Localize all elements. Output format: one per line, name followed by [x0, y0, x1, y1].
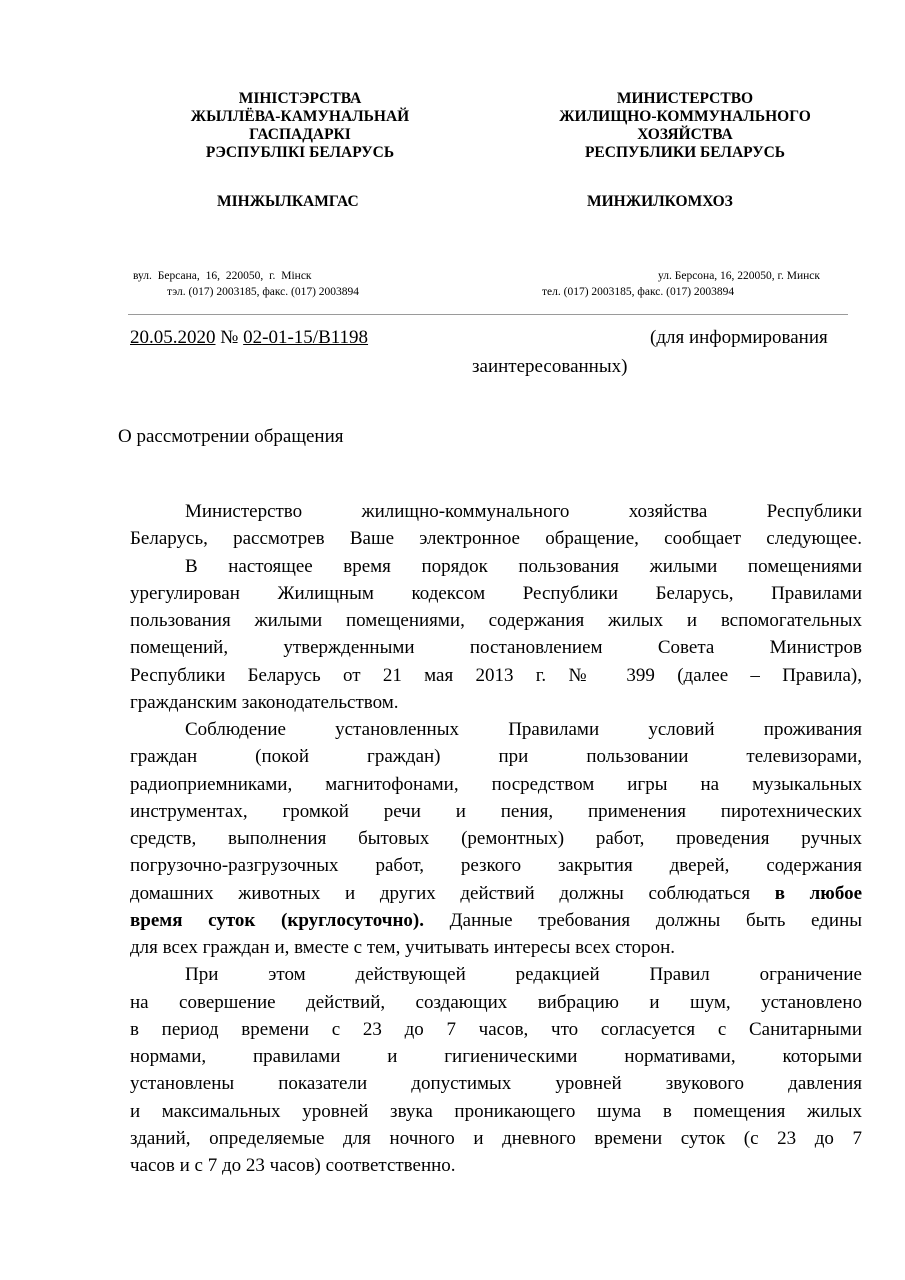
body-line: и максимальных уровней звука проникающего шума в помещения жилых	[130, 1100, 862, 1122]
body-line: радиоприемниками, магнитофонами, посредством игры на музыкальных	[130, 773, 862, 795]
header-by-line: МІНІСТЭРСТВА	[238, 90, 362, 107]
address-belarusian: вул. Берсана, 16, 220050, г. Мінск	[133, 270, 312, 282]
header-ru-line: МИНИСТЕРСТВО	[616, 90, 754, 107]
body-line: средств, выполнения бытовых (ремонтных) работ, проведения ручных	[130, 828, 862, 849]
body-line: гражданским законодательством.	[130, 691, 399, 713]
header-by-line: РЭСПУБЛІКІ БЕЛАРУСЬ	[205, 144, 395, 161]
body-line: В настоящее время порядок пользования жилыми помещениями	[185, 555, 862, 577]
body-line: пользования жилыми помещениями, содержания жилых и вспомогательных	[130, 610, 862, 631]
document-number: 02-01-15/В1198	[243, 327, 369, 348]
letter-body	[130, 498, 862, 1179]
number-sign: №	[220, 327, 239, 348]
addressee-line-2: заинтересованных)	[472, 356, 628, 377]
header-by-line: ЖЫЛЛЁВА-КАМУНАЛЬНАЙ	[190, 108, 410, 125]
body-line: погрузочно-разгрузочных работ, резкого закрытия дверей, содержания	[130, 855, 862, 877]
header-ru-line: РЕСПУБЛИКИ БЕЛАРУСЬ	[584, 144, 786, 161]
address-russian: ул. Берсона, 16, 220050, г. Минск	[658, 270, 820, 282]
body-line: урегулирован Жилищным кодексом Республики Беларусь, Правилами	[130, 582, 862, 604]
body-text-segment: Данные требования должны быть едины	[449, 909, 862, 931]
body-line: Соблюдение установленных Правилами условий проживания	[185, 719, 862, 740]
emphasis-text: в любое	[774, 882, 862, 904]
body-line: инструментах, громкой речи и пения, применения пиротехнических	[130, 800, 862, 822]
header-ru-line: ЖИЛИЩНО-КОММУНАЛЬНОГО	[559, 108, 811, 125]
body-line: часов и с 7 до 23 часов) соответственно.	[130, 1155, 456, 1176]
body-line: установлены показатели допустимых уровней звукового давления	[130, 1073, 862, 1095]
body-line: При этом действующей редакцией Правил ограничение	[185, 964, 862, 986]
body-line: Республики Беларусь от 21 мая 2013 г. № 399 (далее – Правила),	[130, 664, 862, 686]
body-line: помещений, утвержденными постановлением Совета Министров	[130, 637, 862, 659]
body-line	[130, 907, 862, 934]
phone-fax-russian: тел. (017) 2003185, факс. (017) 2003894	[542, 286, 735, 298]
header-divider	[128, 314, 848, 315]
phone-fax-belarusian: тэл. (017) 2003185, факс. (017) 2003894	[167, 286, 360, 298]
ministry-abbreviation-belarusian: МІНЖЫЛКАМГАС	[217, 193, 359, 210]
registration-line	[130, 327, 368, 349]
body-line: граждан (покой граждан) при пользовании телевизорами,	[130, 746, 862, 768]
body-line: в период времени с 23 до 7 часов, что согласуется с Санитарными	[130, 1018, 862, 1040]
header-by-line: ГАСПАДАРКІ	[249, 126, 351, 143]
body-line: зданий, определяемые для ночного и дневного времени суток (с 23 до 7	[130, 1127, 862, 1149]
ministry-abbreviation-russian: МИНЖИЛКОМХОЗ	[587, 193, 733, 210]
ministry-header-belarusian	[145, 90, 455, 162]
body-text-segment: домашних животных и других действий должны соблюдаться	[130, 882, 751, 904]
body-line: Беларусь, рассмотрев Ваше электронное обращение, сообщает следующее.	[130, 528, 862, 550]
body-line: нормами, правилами и гигиеническими нормативами, которыми	[130, 1046, 862, 1067]
ministry-header-russian	[520, 90, 850, 162]
body-line: на совершение действий, создающих вибрацию и шум, установлено	[130, 991, 862, 1013]
header-ru-line: ХОЗЯЙСТВА	[637, 126, 733, 143]
body-line	[130, 880, 862, 907]
body-line: Министерство жилищно-коммунального хозяйства Республики	[185, 501, 862, 522]
body-line: для всех граждан и, вместе с тем, учитывать интересы всех сторон.	[130, 937, 676, 958]
emphasis-text: время суток (круглосуточно).	[130, 909, 424, 931]
document-date: 20.05.2020	[130, 327, 216, 348]
addressee-line-1: (для информирования	[650, 327, 828, 348]
letter-subject: О рассмотрении обращения	[118, 426, 344, 447]
